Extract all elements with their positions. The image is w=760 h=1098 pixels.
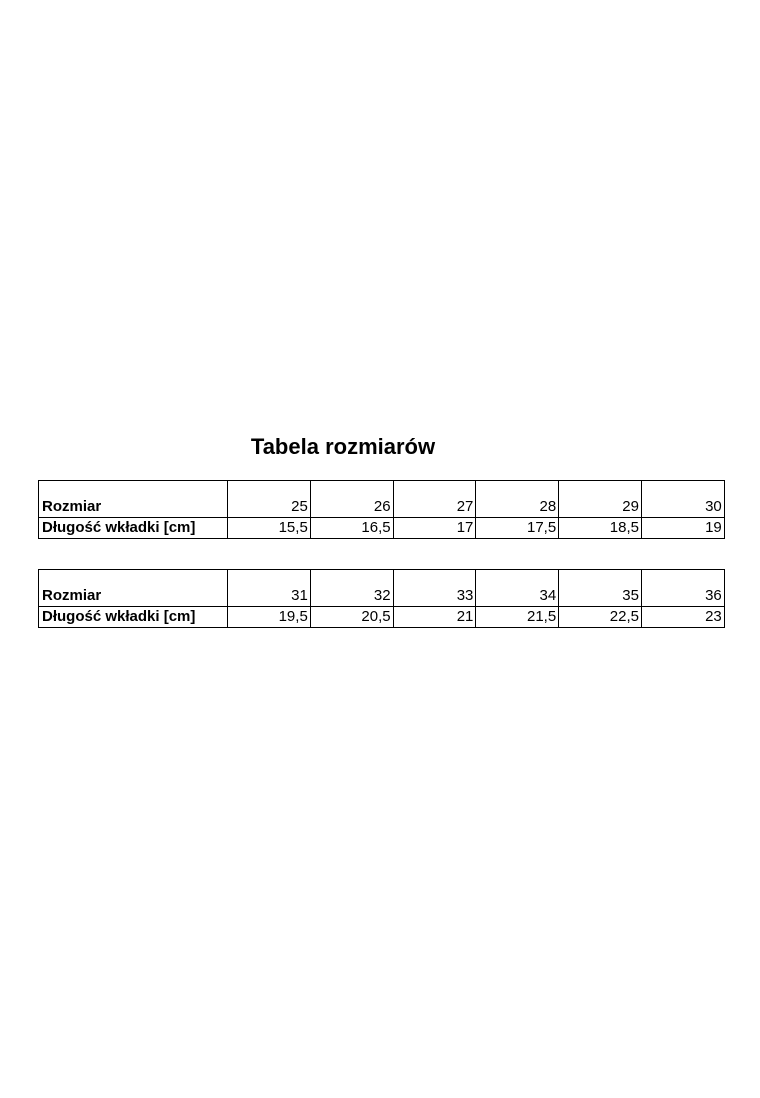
size-cell: 33 xyxy=(393,570,476,607)
page-title: Tabela rozmiarów xyxy=(250,434,436,459)
table-row-size xyxy=(39,570,725,607)
size-cell: 36 xyxy=(641,570,724,607)
length-cell: 22,5 xyxy=(559,607,642,628)
length-cell: 15,5 xyxy=(228,518,311,539)
size-cell: 32 xyxy=(310,570,393,607)
length-cell: 19 xyxy=(641,518,724,539)
length-cell: 17,5 xyxy=(476,518,559,539)
table-row-size xyxy=(39,481,725,518)
table-row-length xyxy=(39,607,725,628)
length-cell: 21 xyxy=(393,607,476,628)
length-row-label: Długość wkładki [cm] xyxy=(39,518,228,539)
size-cell: 27 xyxy=(393,481,476,518)
length-cell: 16,5 xyxy=(310,518,393,539)
table-row-length xyxy=(39,518,725,539)
size-row-label: Rozmiar xyxy=(39,481,228,518)
length-cell: 20,5 xyxy=(310,607,393,628)
length-cell: 19,5 xyxy=(228,607,311,628)
size-table-2 xyxy=(38,569,725,628)
size-cell: 25 xyxy=(228,481,311,518)
size-cell: 31 xyxy=(228,570,311,607)
length-cell: 18,5 xyxy=(559,518,642,539)
size-cell: 29 xyxy=(559,481,642,518)
size-cell: 30 xyxy=(641,481,724,518)
length-row-label: Długość wkładki [cm] xyxy=(39,607,228,628)
size-cell: 26 xyxy=(310,481,393,518)
length-cell: 17 xyxy=(393,518,476,539)
size-cell: 28 xyxy=(476,481,559,518)
length-cell: 23 xyxy=(641,607,724,628)
size-row-label: Rozmiar xyxy=(39,570,228,607)
size-table-1 xyxy=(38,480,725,539)
length-cell: 21,5 xyxy=(476,607,559,628)
size-cell: 34 xyxy=(476,570,559,607)
size-cell: 35 xyxy=(559,570,642,607)
